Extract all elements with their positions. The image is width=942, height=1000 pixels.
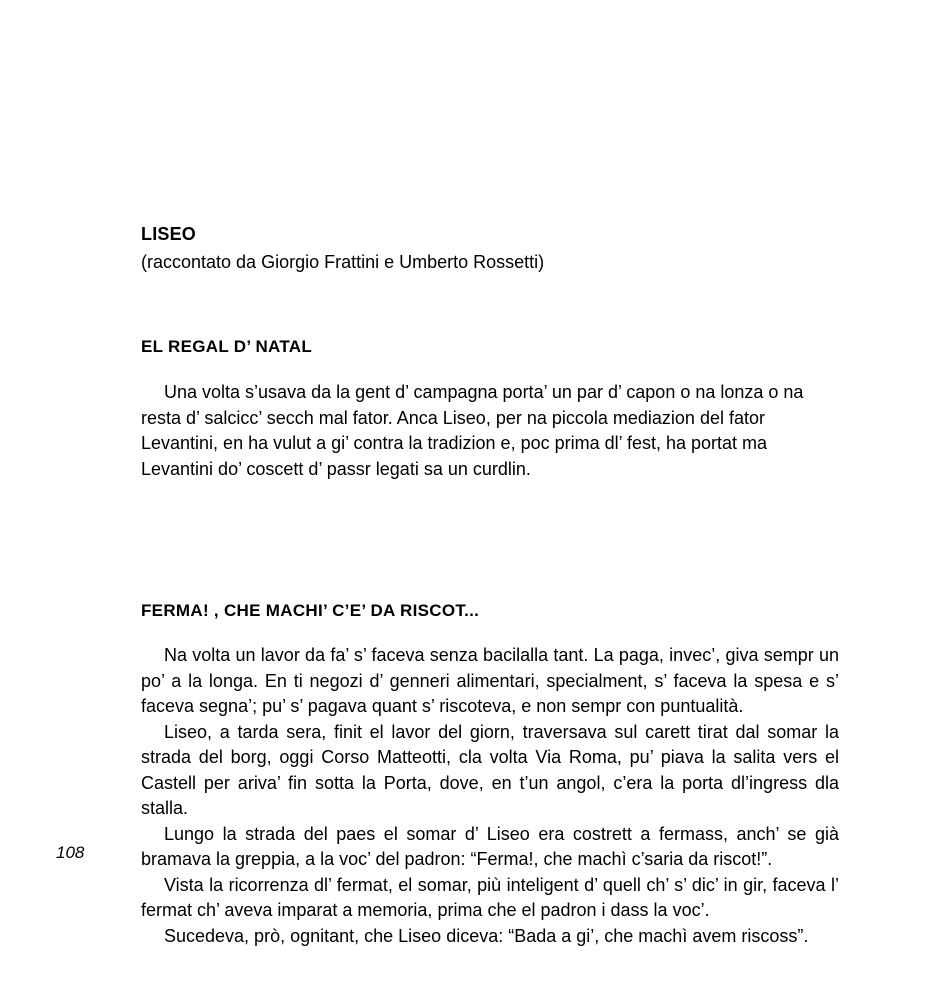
paragraph: Lungo la strada del paes el somar d’ Liseo era costrett a fermass, anch’ se già bramava la greppia, a la voc’ del padron: “Ferma!, che machì c’saria da riscot!”. [141,823,839,869]
section-body-ferma-che-machi-ce-da-riscot [141,623,839,949]
paragraph: Sucedeva, prò, ognitant, che Liseo diceva: “Bada a gi’, che machì avem riscoss”. [164,925,809,946]
page-number: 108 [56,843,85,862]
paragraph: Liseo, a tarda sera, finit el lavor del giorn, traversava sul carett tirat dal somar la strada del borg, oggi Corso Matteotti, cla volta Via Roma, pu’ piava la salita vers el Castell per ariva’ fin sotta la Porta, dove, en t’un angol, c’era la porta dl’ingress dla stalla. [141,721,839,818]
paragraph: Una volta s’usava da la gent d’ campagna porta’ un par d’ capon o na lonza o na resta d’ salcicc’ secch mal fator. Anca Liseo, per na piccola mediazion del fator Levantini, en ha vulut a gi’ contra la tradizion e, poc prima dl’ fest, ha portat ma Levantini do’ coscett d’ passr legati sa un curdlin. [141,382,804,479]
paragraph: Vista la ricorrenza dl’ fermat, el somar, più inteligent d’ quell ch’ s’ dic’ in gir, faceva l’ fermat ch’ aveva imparat a memoria, prima che el padron i dass la voc’. [141,874,839,920]
section-heading-ferma-che-machi-ce-da-riscot: FERMA! , CHE MACHI’ C’E’ DA RISCOT... [141,601,480,620]
page-content [141,222,839,949]
paragraph: Na volta un lavor da fa’ s’ faceva senza bacilalla tant. La paga, invec’, giva sempr un po’ a la longa. En ti negozi d’ genneri alimentari, specialment, s’ faceva la spesa e s’ faceva segna’; pu’ s’ pagava quant s’ riscoteva, e non sempr con puntualità. [141,645,839,716]
story-title: LISEO [141,224,197,244]
section-body-el-regal-d-natal [141,359,839,482]
section-heading-el-regal-d-natal: EL REGAL D’ NATAL [141,337,313,356]
story-byline: (raccontato da Giorgio Frattini e Umberto Rossetti) [141,252,545,272]
